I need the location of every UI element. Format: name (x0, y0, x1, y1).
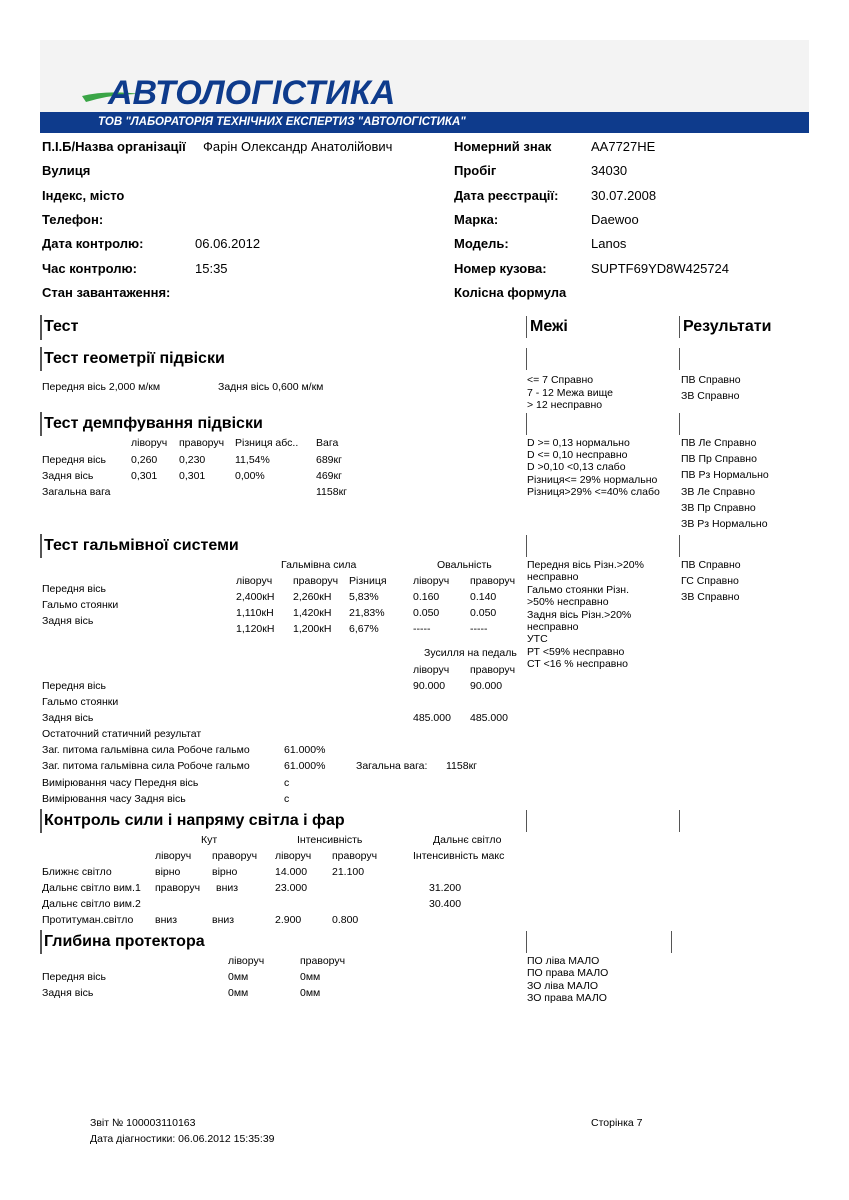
result-text: ПВ Справно (681, 374, 741, 386)
section-title: Тест геометрії підвіски (41, 348, 527, 370)
column-header: праворуч (470, 575, 516, 587)
column-header: Різниця абс.. (235, 437, 299, 449)
section-title: Тест демпфування підвіски (41, 413, 527, 435)
cell-value: 6,67% (349, 623, 379, 635)
cell-value: 21,83% (349, 607, 385, 619)
row-label: Ближнє світло (42, 866, 112, 878)
column-header: праворуч (212, 850, 258, 862)
cell-value: 0мм (228, 971, 249, 983)
cell-value: 1158кг (446, 760, 478, 772)
cell-value: 1,120кН (236, 623, 275, 635)
result-text: ЗВ Справно (681, 390, 740, 402)
limit-text: несправно (527, 621, 579, 633)
column-header: ліворуч (413, 664, 450, 676)
company-logo: АВТОЛОГІСТИКА (108, 74, 396, 112)
row-label: Задня вісь (42, 987, 94, 999)
row-label: Остаточний статичний результат (42, 728, 202, 740)
column-header: ліворуч (228, 955, 265, 967)
cell-value: 0.160 (413, 591, 440, 603)
info-label: Колісна формула (454, 284, 567, 300)
col-limits: Межі (527, 316, 680, 338)
limit-text: D >0,10 <0,13 слабо (527, 461, 626, 474)
cell-value: 23.000 (275, 882, 308, 894)
cell-value: 0мм (300, 971, 321, 983)
column-header: праворуч (300, 955, 346, 967)
limit-text: ПО ліва МАЛО (527, 955, 600, 967)
page-number: Сторінка 7 (591, 1117, 643, 1129)
cell-value: 14.000 (275, 866, 308, 878)
limit-text: Різниця<= 29% нормально (527, 473, 658, 486)
info-value: Daewoo (591, 211, 639, 227)
cell-value: вірно (155, 866, 181, 878)
row-label: Вимірювання часу Передня вісь (42, 777, 199, 789)
row-label: Дальнє світло вим.1 (42, 882, 141, 894)
column-header: ліворуч (155, 850, 192, 862)
cell-value: 689кг (316, 454, 342, 466)
geometry-front: Передня вісь 2,000 м/км (42, 381, 161, 393)
cell-value: ----- (470, 623, 488, 635)
cell-value: 0,00% (235, 470, 265, 482)
cell-value: 1,110кН (236, 607, 274, 619)
cell-value: 0.050 (413, 607, 440, 619)
info-label: Дата контролю: (42, 236, 144, 252)
row-label: Вимірювання часу Задня вісь (42, 793, 186, 805)
row-label: Передня вісь (42, 583, 106, 595)
column-header: ліворуч (275, 850, 312, 862)
limit-text: Гальмо стоянки Різн. (527, 583, 630, 596)
row-label: Задня вісь (42, 615, 94, 627)
cell-value: 1158кг (316, 486, 348, 498)
group-header: Інтенсивність (297, 834, 363, 846)
cell-value: 0,260 (131, 454, 158, 466)
limit-text: Різниця>29% <=40% слабо (527, 485, 660, 498)
info-label: Номер кузова: (454, 260, 547, 276)
result-text: ПВ Справно (681, 559, 741, 571)
limit-text: ПО права МАЛО (527, 967, 609, 980)
cell-value: 90.000 (470, 680, 503, 692)
group-header: Кут (201, 834, 218, 846)
column-header: ліворуч (413, 575, 450, 587)
info-value: SUPTF69YD8W425724 (591, 260, 730, 276)
col-results: Результати (683, 318, 772, 335)
result-text: ЗВ Ле Справно (681, 485, 756, 498)
row-label: Протитуман.світло (42, 914, 134, 926)
result-text: ПВ Рз Нормально (681, 469, 769, 482)
cell-value: праворуч (155, 882, 201, 894)
cell-value: 11,54% (235, 454, 270, 466)
row-label: Задня вісь (42, 712, 94, 724)
limit-text: 7 - 12 Межа вище (527, 386, 613, 399)
group-header: Зусилля на педаль (424, 647, 517, 659)
cell-value: 0,230 (179, 454, 206, 466)
result-text: ЗВ Справно (681, 591, 740, 603)
limit-text: D >= 0,13 нормально (527, 437, 630, 449)
row-label: Гальмо стоянки (42, 696, 119, 708)
cell-value: 485.000 (470, 712, 508, 724)
info-label: Індекс, місто (42, 187, 125, 203)
info-label: Телефон: (42, 211, 104, 227)
cell-value: 31.200 (429, 882, 462, 894)
limit-text: УТС (527, 633, 548, 646)
limit-text: > 12 несправно (527, 399, 603, 411)
col-test: Тест (41, 316, 527, 338)
group-header: Гальмівна сила (281, 559, 357, 571)
info-label: Номерний знак (454, 139, 552, 154)
cell-value: 2.900 (275, 914, 302, 926)
section-title: Контроль сили і напряму світла і фар (41, 810, 527, 832)
result-text: ЗВ Пр Справно (681, 501, 756, 514)
cell-value: вниз (212, 914, 235, 926)
cell-value: с (284, 793, 290, 805)
info-value: Lanos (591, 236, 627, 252)
section-tread-header (40, 930, 205, 954)
section-geometry-header (40, 347, 225, 371)
cell-value: 0.800 (332, 914, 359, 926)
group-header: Овальність (437, 559, 492, 571)
cell-value: 1,420кН (293, 607, 332, 619)
info-label: Дата реєстрації: (454, 187, 559, 203)
info-value: 15:35 (195, 260, 228, 276)
cell-value: 0,301 (179, 470, 206, 482)
section-damping-header (40, 412, 263, 436)
info-value: 06.06.2012 (195, 236, 261, 252)
section-title: Глибина протектора (41, 931, 527, 953)
result-text: ПВ Пр Справно (681, 453, 757, 466)
info-value: Фарін Олександр Анатолійович (203, 139, 393, 154)
cell-value: 2,260кН (293, 591, 332, 603)
row-label: Передня вісь (42, 971, 106, 983)
column-header: Різниця (349, 575, 387, 587)
limit-text: Передня вісь Різн.>20% (527, 559, 644, 571)
info-label: Пробіг (454, 163, 497, 179)
result-text: ПВ Ле Справно (681, 437, 757, 449)
column-header: праворуч (470, 664, 516, 676)
cell-value: 61.000% (284, 744, 326, 756)
section-brakes-header (40, 534, 239, 558)
column-header: ліворуч (236, 575, 273, 587)
cell-value: 0,301 (131, 470, 158, 482)
section-title: Тест гальмівної системи (41, 535, 527, 557)
row-label: Заг. питома гальмівна сила Робоче гальмо (42, 744, 250, 756)
row-label: Загальна вага (42, 486, 111, 498)
cell-value: с (284, 777, 290, 789)
limit-text: несправно (527, 571, 579, 584)
column-header: праворуч (293, 575, 339, 587)
column-header: праворуч (332, 850, 378, 862)
column-header: Інтенсивність макс (413, 850, 505, 862)
result-text: ГС Справно (681, 575, 739, 587)
limit-text: ЗО ліва МАЛО (527, 979, 599, 992)
limit-text: СТ <16 % несправно (527, 658, 629, 671)
geometry-rear: Задня вісь 0,600 м/км (218, 381, 324, 393)
group-header: Дальнє світло (433, 834, 502, 846)
limit-text: ЗО права МАЛО (527, 991, 607, 1004)
limit-text: <= 7 Справно (527, 374, 594, 386)
info-label: Час контролю: (42, 260, 137, 276)
column-header: ліворуч (131, 437, 168, 449)
cell-value: 21.100 (332, 866, 365, 878)
row-label: Заг. питома гальмівна сила Робоче гальмо (42, 760, 250, 772)
cell-value: 61.000% (284, 760, 326, 772)
info-value: 30.07.2008 (591, 187, 657, 203)
limit-text: Задня вісь Різн.>20% (527, 608, 632, 621)
row-label: Передня вісь (42, 454, 106, 466)
cell-value: 2,400кН (236, 591, 275, 603)
main-table-header (40, 315, 772, 340)
cell-value: вниз (216, 882, 239, 894)
row-label: Дальнє світло вим.2 (42, 898, 141, 910)
cell-value: 469кг (316, 470, 342, 482)
info-value: 34030 (591, 163, 628, 179)
cell-value: вірно (212, 866, 238, 878)
cell-value: 0.050 (470, 607, 497, 619)
cell-value: 5,83% (349, 591, 379, 603)
cell-value: 30.400 (429, 898, 462, 910)
info-label: П.І.Б/Назва організації (42, 139, 186, 154)
column-header: праворуч (179, 437, 225, 449)
cell-value: 485.000 (413, 712, 451, 724)
result-text: ЗВ Рз Нормально (681, 518, 768, 530)
info-label: Модель: (454, 236, 509, 252)
info-value: AA7727HE (591, 139, 656, 154)
row-label: Гальмо стоянки (42, 599, 119, 611)
report-number: Звіт № 100003110163 (90, 1117, 196, 1129)
column-header: Вага (316, 437, 339, 449)
cell-value: ----- (413, 623, 431, 635)
row-label: Передня вісь (42, 680, 106, 692)
cell-value: 0мм (228, 987, 249, 999)
info-label: Стан завантаження: (42, 284, 171, 300)
cell-value: 0мм (300, 987, 321, 999)
cell-value: 1,200кН (293, 623, 332, 635)
row-label: Загальна вага: (356, 760, 428, 772)
info-label: Марка: (454, 211, 499, 227)
section-lights-header (40, 809, 345, 833)
limit-text: D <= 0,10 несправно (527, 449, 628, 462)
limit-text: РТ <59% несправно (527, 645, 625, 658)
diagnostic-date: Дата діагностики: 06.06.2012 15:35:39 (90, 1133, 275, 1145)
cell-value: 90.000 (413, 680, 446, 692)
cell-value: 0.140 (470, 591, 497, 603)
company-banner: ТОВ "ЛАБОРАТОРІЯ ТЕХНІЧНИХ ЕКСПЕРТИЗ "АВТОЛОГІСТИКА" (40, 112, 809, 133)
row-label: Задня вісь (42, 470, 94, 482)
cell-value: вниз (155, 914, 178, 926)
info-label: Вулиця (42, 163, 91, 179)
limit-text: >50% несправно (527, 596, 609, 609)
